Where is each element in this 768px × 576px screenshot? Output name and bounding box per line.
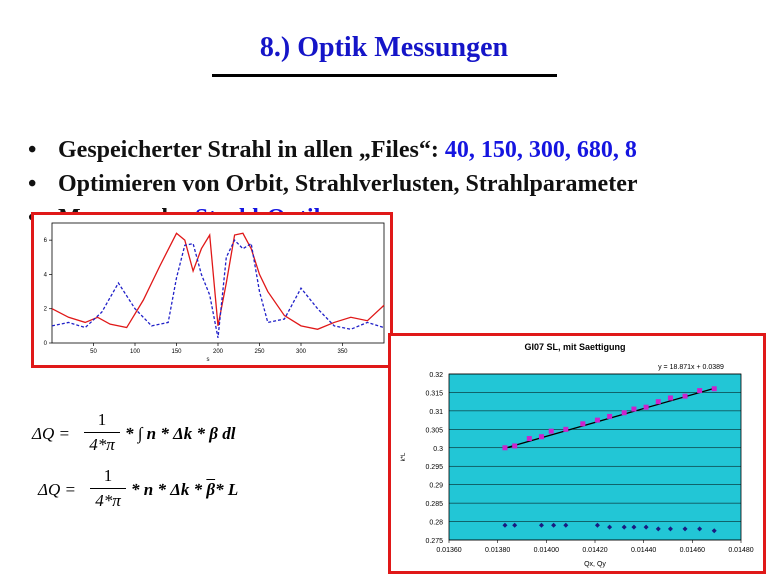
qx-data-point	[631, 407, 636, 412]
formula-average	[38, 466, 298, 521]
beta-function-chart	[31, 212, 393, 368]
x-tick-label: 100	[129, 349, 141, 355]
x-tick-label: 150	[171, 349, 182, 355]
qx-data-point	[644, 405, 649, 410]
formula-lhs: ΔQ =	[38, 480, 76, 499]
qx-data-point	[697, 388, 702, 393]
x-tick-label: 0.01420	[582, 547, 608, 554]
bullet-text: Gespeicherter Strahl in allen „Files“:	[58, 137, 445, 163]
trendline-equation: y = 18.871x + 0.0389	[658, 364, 724, 371]
y-tick-label: 0.3	[433, 445, 443, 453]
x-tick-label: 0.01400	[533, 547, 559, 554]
qx-data-point	[607, 414, 612, 419]
tune-scatter-chart	[388, 333, 766, 574]
y-tick-label: 6	[43, 238, 47, 245]
y-tick-label: 0.28	[429, 519, 443, 527]
y-tick-label: 2	[43, 306, 47, 313]
qx-data-point	[563, 427, 568, 432]
y-tick-label: 0.285	[425, 501, 443, 509]
qx-data-point	[668, 395, 673, 400]
fraction-denominator: 4*π	[89, 435, 115, 454]
y-tick-label: 4	[43, 272, 47, 279]
qx-data-point	[502, 445, 507, 450]
y-tick-label: 0.29	[429, 482, 443, 490]
fraction-numerator: 1	[84, 410, 120, 433]
x-axis-label: s	[206, 357, 210, 363]
qx-data-point	[527, 436, 532, 441]
x-tick-label: 0.01480	[728, 547, 754, 554]
x-tick-label: 50	[90, 349, 97, 355]
formula-rhs-beta-bar: $\overline{\beta}$	[206, 480, 216, 499]
bullet-text: Optimieren von Orbit, Strahlverlusten, Strahlparameter	[58, 171, 638, 197]
qx-data-point	[512, 443, 517, 448]
bullet-item	[28, 133, 768, 167]
formula-rhs: * ∫ n * Δk * β dl	[125, 424, 236, 443]
x-tick-label: 300	[295, 349, 307, 355]
tune-scatter-svg	[391, 336, 763, 571]
qx-data-point	[683, 394, 688, 399]
qx-data-point	[656, 399, 661, 404]
x-tick-label: 0.01440	[631, 547, 657, 554]
x-tick-label: 0.01460	[679, 547, 705, 554]
x-tick-label: 0.01360	[436, 547, 462, 554]
formula-lhs: ΔQ =	[32, 424, 70, 443]
y-tick-label: 0.315	[425, 390, 443, 398]
x-tick-label: 250	[254, 349, 265, 355]
qx-data-point	[712, 386, 717, 391]
formula-fraction	[84, 410, 120, 455]
qx-data-point	[580, 421, 585, 426]
bullet-highlight: 40, 150, 300, 680, 8	[444, 137, 637, 163]
bullet-item	[28, 167, 768, 201]
y-tick-label: 0.295	[425, 464, 443, 472]
fraction-numerator: 1	[90, 466, 126, 489]
slide-title: 8.) Optik Messungen	[259, 32, 509, 63]
qx-data-point	[595, 418, 600, 423]
x-tick-label: 350	[337, 349, 348, 355]
y-tick-label: 0.32	[429, 372, 443, 379]
x-tick-label: 0.01380	[485, 547, 511, 554]
fraction-denominator: 4*π	[95, 491, 121, 510]
formula-fraction	[90, 466, 126, 511]
qx-data-point	[539, 434, 544, 439]
y-tick-label: 0.275	[425, 538, 443, 545]
beta-series-line	[52, 233, 384, 329]
title-underline	[212, 74, 557, 77]
y-tick-label: 0	[43, 341, 47, 347]
x-tick-label: 200	[212, 349, 224, 355]
plot-area	[449, 374, 741, 540]
formula-rhs-pre: * n * Δk *	[131, 480, 207, 499]
x-axis-label: Qx, Qy	[584, 561, 606, 568]
beta-function-svg	[34, 215, 390, 365]
chart-title: GI07 SL, mit Saettigung	[524, 342, 626, 352]
y-tick-label: 0.305	[425, 427, 443, 435]
y-tick-label: 0.31	[429, 408, 443, 416]
qx-data-point	[549, 429, 554, 434]
formula-rhs	[131, 480, 238, 500]
y-axis-label: k*L	[401, 452, 407, 462]
qx-data-point	[622, 410, 627, 415]
formula-rhs-post: * L	[215, 480, 239, 499]
formula-integral	[32, 410, 292, 465]
